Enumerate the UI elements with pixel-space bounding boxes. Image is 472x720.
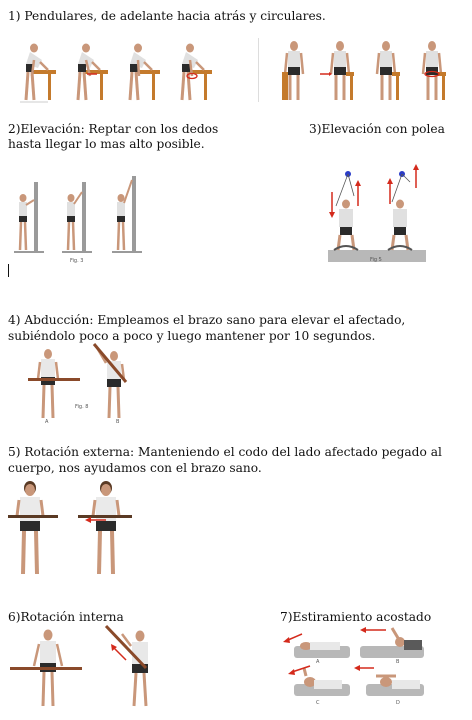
pendular-figure-2 (78, 44, 108, 101)
section-7-heading: 7)Estiramiento acostado (280, 610, 432, 624)
stretch-figure-c (288, 666, 350, 696)
abduction-figures (28, 346, 138, 424)
divider (258, 38, 259, 102)
external-rotation-figure-2 (78, 481, 132, 574)
pendular-figure-3 (130, 44, 160, 101)
front-figure-3 (377, 41, 400, 100)
section-3-heading: 3)Elevación con polea (309, 122, 445, 136)
abduction-label-a: A (45, 419, 49, 425)
stretch-figure-a (283, 634, 350, 658)
front-figure-4 (423, 41, 446, 100)
section-2-heading-line2: hasta llegar lo mas alto posible. (8, 137, 205, 151)
pulley-figures (328, 166, 428, 264)
external-rotation-figure-1 (8, 481, 58, 574)
lying-stretch-figures (280, 624, 430, 702)
figure-5-label: Fig 5 (370, 257, 382, 263)
internal-rotation-figures (10, 626, 160, 708)
internal-rotation-figure-2 (106, 626, 148, 706)
wall-climb-figures (14, 176, 144, 254)
stretch-label-c: C (316, 700, 320, 706)
pulley-figure-2 (387, 164, 419, 250)
abduction-label-b: B (116, 419, 120, 425)
stretch-label-d: D (396, 700, 400, 706)
figure-8-label: Fig. 8 (75, 404, 89, 410)
wall-figure-3 (112, 176, 142, 252)
wall-figure-1 (14, 182, 44, 252)
section-4-heading: 4) Abducción: Empleamos el brazo sano para elevar el afectado, subiéndolo poco a poco y luego mantener por 10 segundos. (8, 313, 406, 343)
stretch-figure-d (354, 665, 424, 696)
section-2-heading-line1: 2)Elevación: Reptar con los dedos (8, 122, 219, 136)
pendular-figures-left (18, 38, 218, 104)
front-figure-1 (282, 41, 303, 100)
wall-figure-2 (62, 182, 92, 252)
stretch-label-b: B (396, 659, 400, 665)
external-rotation-figures (8, 478, 138, 578)
internal-rotation-figure-1 (10, 630, 82, 707)
pulley-figure-1 (329, 171, 361, 250)
figure-3-label: Fig. 3 (70, 258, 84, 264)
section-5-heading: 5) Rotación externa: Manteniendo el codo del lado afectado pegado al cuerpo, nos ayudamos con el brazo sano. (8, 445, 442, 475)
abduction-figure-b (94, 344, 126, 418)
stretch-figure-b (360, 627, 424, 658)
abduction-figure-a (28, 349, 80, 418)
front-figure-2 (320, 41, 354, 100)
pendular-figure-4 (182, 44, 212, 101)
stretch-label-a: A (316, 659, 320, 665)
pendular-figures-right (280, 38, 450, 104)
pendular-figure-1 (20, 44, 56, 103)
section-6-heading: 6)Rotación interna (8, 610, 124, 624)
section-1-heading: 1) Pendulares, de adelante hacia atrás y circulares. (8, 9, 326, 23)
text-cursor (8, 264, 9, 277)
